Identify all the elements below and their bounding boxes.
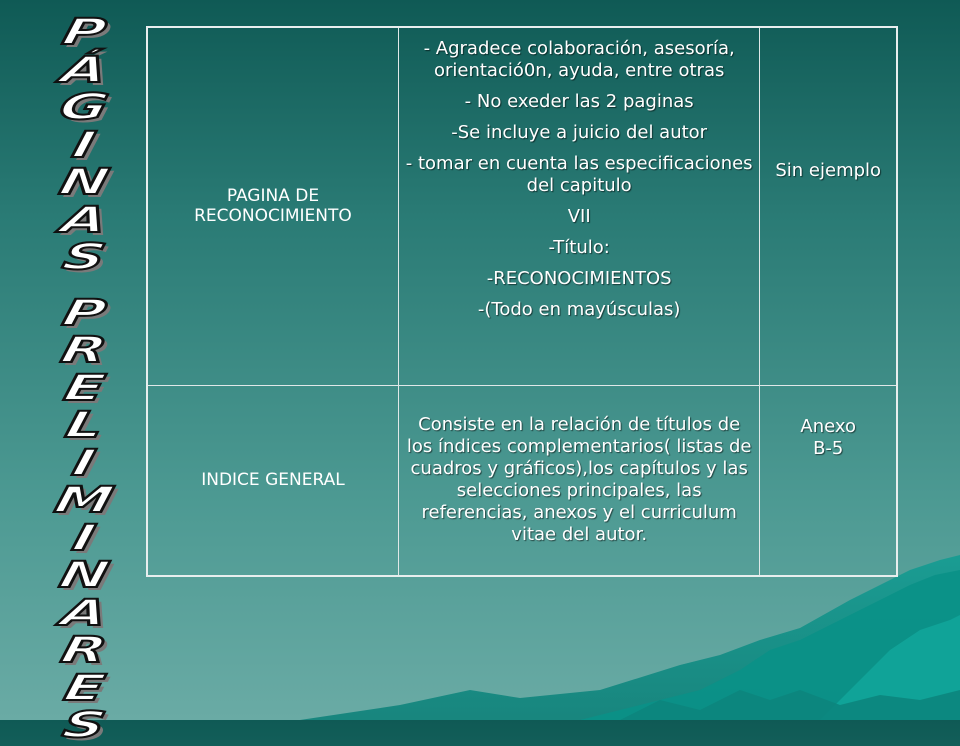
description-line: -RECONOCIMIENTOS [486,268,672,289]
example-text: Sin ejemplo [775,160,882,181]
row-label: PAGINA DE RECONOCIMIENTO [194,186,352,227]
description-line: - Agradece colaboración, asesoría, orientació0n, ayuda, entre otras [423,38,735,81]
description-paragraph: Consiste en la relación de títulos de los índices complementarios( listas de cuadros y gráficos),los capítulos y las selecciones principales, las referencias, anexos y el curriculum vitae del autor. [406,414,752,546]
row-example-cell [760,27,897,385]
title-letter: R [57,330,111,371]
example-text: Anexo [800,415,857,437]
title-letter: Á [57,49,111,91]
row-example-cell [760,385,897,576]
description-line: VII [567,206,591,227]
title-letter: S [58,705,110,746]
title-letter: P [58,12,110,53]
description-list [405,32,754,321]
title-letter: A [57,592,111,634]
title-letter: L [61,405,107,446]
row-label: INDICE GENERAL [201,470,345,491]
title-letter: N [55,555,113,596]
row-label-cell [147,385,398,576]
row-label-cell [147,27,398,385]
title-letter: A [57,199,111,241]
title-letter: P [58,292,110,334]
title-letter: I [68,442,100,484]
title-word-paginas [55,12,113,278]
row-description-cell [398,27,760,385]
row-description-cell [398,385,760,576]
content-table [146,26,898,577]
title-letter: I [68,124,100,166]
title-letter: G [56,87,113,128]
description-line: -Se incluye a juicio del autor [451,122,708,143]
example-text: B-5 [813,437,844,459]
description-line: - No exeder las 2 paginas [464,91,694,112]
description-line: -(Todo en mayúsculas) [477,299,681,320]
title-letter: R [57,630,111,671]
title-letter: S [58,237,110,278]
title-letter: E [60,667,109,709]
title-word-preliminares [51,292,118,746]
title-letter: I [68,517,100,559]
description-line: -Título: [548,237,610,258]
title-letter: E [60,367,109,409]
title-letter: N [55,162,113,203]
table-row [147,27,897,385]
title-letter: M [51,480,118,521]
vertical-title [38,14,130,745]
description-line: - tomar en cuenta las especificaciones del capitulo [405,153,753,196]
table-row [147,385,897,576]
